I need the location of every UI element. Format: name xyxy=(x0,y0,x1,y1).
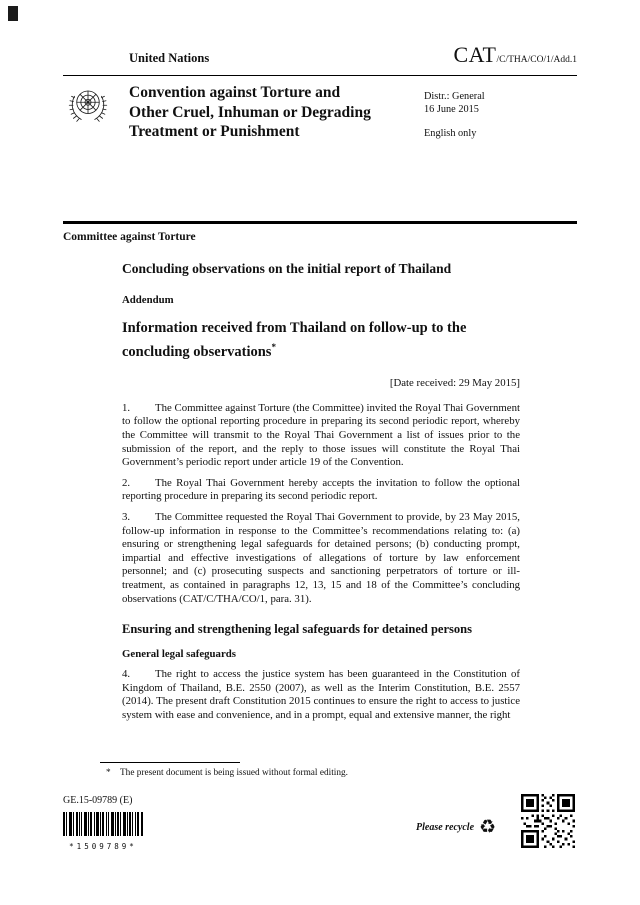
issue-date: 16 June 2015 xyxy=(424,104,479,115)
paragraph-3-number: 3. xyxy=(122,510,131,523)
footnote-mark: * xyxy=(106,768,111,778)
report-subtitle-text: Information received from Thailand on follow-up to the concluding observations xyxy=(122,320,467,360)
doc-meta xyxy=(424,90,485,140)
header-rule xyxy=(63,75,577,76)
un-emblem-icon xyxy=(64,80,112,132)
paragraph-2-text: The Royal Thai Government hereby accepts the invitation to follow the optional reporting procedure in preparing its second periodic report. xyxy=(122,476,520,503)
doc-symbol xyxy=(453,42,577,68)
date-received: [Date received: 29 May 2015] xyxy=(389,376,520,389)
paragraph-1-number: 1. xyxy=(122,401,131,414)
subtitle-footnote-mark: * xyxy=(271,342,276,352)
subsection-heading: General legal safeguards xyxy=(122,648,236,661)
footnote-text: The present document is being issued without formal editing. xyxy=(120,768,348,778)
doc-symbol-suffix: /C/THA/CO/1/Add.1 xyxy=(496,55,577,65)
paragraph-4-text: The right to access the justice system has been guaranteed in the Constitution of Kingdom of Thailand, B.E. 2550 (2007), as well as the Interim Constitution, B.E. 2557 (2014). The present draft Constitution 2015 continues to ensure the right to access to justice system with ease and convenience, and in a prompt, equal and extensive manner, the right xyxy=(122,668,520,721)
scan-artifact xyxy=(8,6,18,21)
language-line: English only xyxy=(424,128,477,139)
recycle-note xyxy=(416,818,496,837)
recycle-icon: ♻ xyxy=(479,817,497,838)
section-heading: Ensuring and strengthening legal safeguards for detained persons xyxy=(122,622,472,637)
distr-line: Distr.: General xyxy=(424,91,485,102)
barcode-icon xyxy=(63,812,143,836)
footnote-rule xyxy=(100,762,240,763)
title-rule xyxy=(63,221,577,224)
doc-symbol-main: CAT xyxy=(453,42,497,67)
recycle-label: Please recycle xyxy=(416,822,475,833)
paragraph-2-number: 2. xyxy=(122,476,131,489)
masthead xyxy=(63,42,577,68)
paragraph-2 xyxy=(122,477,520,504)
report-title: Concluding observations on the initial report of Thailand xyxy=(122,261,452,276)
convention-title: Convention against Torture and Other Cruel, Inhuman or Degrading Treatment or Punishment xyxy=(129,84,371,140)
paragraph-1 xyxy=(122,402,520,470)
addendum-label: Addendum xyxy=(122,294,174,306)
footnote-area xyxy=(100,762,520,779)
paragraph-4-number: 4. xyxy=(122,668,131,681)
paragraph-3 xyxy=(122,511,520,606)
ge-number: GE.15-09789 (E) xyxy=(63,795,133,806)
barcode-block xyxy=(63,812,143,851)
org-name: United Nations xyxy=(129,51,210,65)
main-column xyxy=(122,260,520,730)
qr-code xyxy=(521,794,575,848)
paragraph-4 xyxy=(122,668,520,722)
committee-name: Committee against Torture xyxy=(63,231,196,243)
paragraph-3-text: The Committee requested the Royal Thai Government to provide, by 23 May 2015, follow-up information in response to the Committee’s recommendations relating to: (a) ensuring or strengthening legal safeguards for detained persons; (b) conducting prompt, impartial and effective investigations of allegations of torture by law enforcement personnel; and (c) prosecuting suspects and sanctioning perpetrators of torture or ill-treatment, as contained in paragraphs 12, 13, 15 and 18 of the Committee’s concluding observations (CAT/C/THA/CO/1, para. 31). xyxy=(122,510,520,605)
footnote xyxy=(100,767,520,779)
barcode-text: *1509789* xyxy=(69,842,137,851)
paragraph-1-text: The Committee against Torture (the Committee) invited the Royal Thai Government to follow the optional reporting procedure in preparing its second periodic report, whereby the Committee will transmit to the Royal Thai Government a list of issues prior to the submission of the report, and the reply to those issues will constitute the Royal Thai Government’s periodic report under article 19 of the Convention. xyxy=(122,401,520,469)
report-subtitle xyxy=(122,319,520,362)
